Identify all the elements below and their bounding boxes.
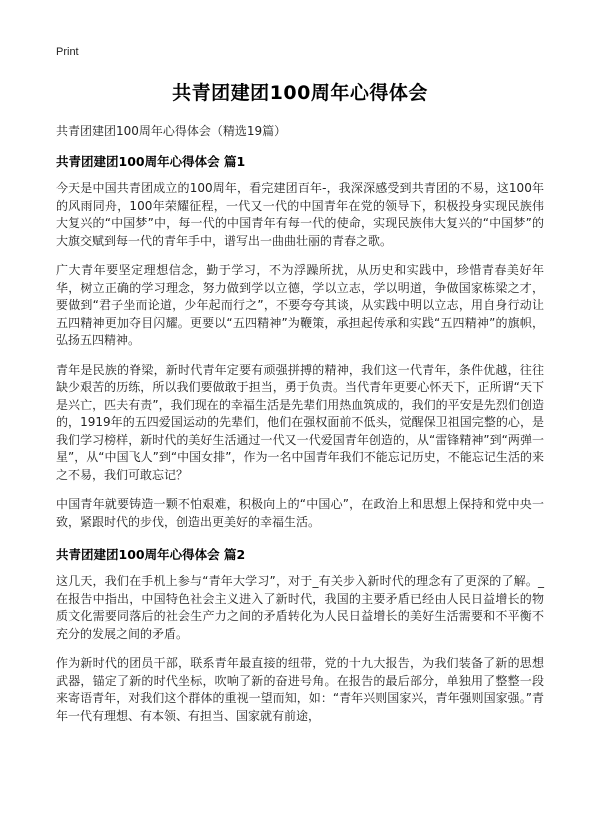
- section-heading-2: 共青团建团100周年心得体会 篇2: [56, 547, 246, 562]
- document-body: [56, 152, 544, 737]
- paragraph: 这几天，我们在手机上参与“青年大学习”，对于_有关步入新时代的理念有了更深的了解。_在报告中指出，中国特色社会主义进入了新时代，我国的主要矛盾已经由人民日益增长的物质文化需要同落后的社会生产力之间的矛盾转化为人民日益增长的美好生活需要和不平衡不充分的发展之间的矛盾。: [56, 574, 544, 641]
- paragraph: 广大青年要坚定理想信念，勤于学习，不为浮躁所扰，从历史和实践中，珍惜青春美好年华，树立正确的学习理念，努力做到学以立德，学以立志，学以明道，争做国家栋梁之才，要做到“君子坐而论道，少年起而行之”，不要夸夸其谈，从实践中明以立志，用自身行动让五四精神更加夺目闪耀。更要以“五四精神”为鞭策，承担起传承和实践“五四精神”的旗帜，弘扬五四精神。: [56, 263, 544, 347]
- paragraph: 青年是民族的脊梁，新时代青年定要有顽强拼搏的精神，我们这一代青年，条件优越，往往缺少艰苦的历练，所以我们要做敢于担当，勇于负责。当代青年更要心怀天下，正所谓“天下是兴亡，匹夫有责”，我们现在的幸福生活是先辈们用热血筑成的，我们的平安是先烈们创造的，1919年的五四爱国运动的先辈们，他们在强权面前不低头，觉醒保卫祖国完整的心，是我们学习榜样，新时代的美好生活通过一代又一代爱国青年创造的，从“雷锋精神”到“两弹一星”，从“中国飞人”到“中国女排”，作为一名中国青年我们不能忘记历史，不能忘记生活的来之不易，我们可敢忘记？: [56, 362, 544, 482]
- document-subtitle: 共青团建团100周年心得体会（精选19篇）: [56, 124, 287, 138]
- page-title: 共青团建团100周年心得体会: [172, 82, 428, 104]
- print-link[interactable]: Print: [56, 46, 79, 58]
- section-heading-1: 共青团建团100周年心得体会 篇1: [56, 154, 246, 169]
- paragraph: 今天是中国共青团成立的100周年，看完建团百年-，我深深感受到共青团的不易，这100年的风雨同舟，100年荣耀征程，一代又一代的中国青年在党的领导下，积极投身实现民族伟大复兴的“中国梦”中，每一代的中国青年有每一代的使命，实现民族伟大复兴的“中国梦”的大旗交赋到每一代的青年手中，谱写出一曲曲壮丽的青春之歌。: [56, 181, 544, 248]
- paragraph: 中国青年就要铸造一颗不怕艰难，积极向上的“中国心”，在政治上和思想上保持和党中央一致，紧跟时代的步伐，创造出更美好的幸福生活。: [56, 497, 544, 529]
- paragraph: 作为新时代的团员干部，联系青年最直接的纽带，党的十九大报告，为我们装备了新的思想武器，锚定了新的时代坐标，吹响了新的奋进号角。在报告的最后部分，单独用了整整一段来寄语青年，对我们这个群体的重视一望而知，如：“青年兴则国家兴，青年强则国家强。”青年一代有理想、有本领、有担当、国家就有前途，: [56, 656, 544, 723]
